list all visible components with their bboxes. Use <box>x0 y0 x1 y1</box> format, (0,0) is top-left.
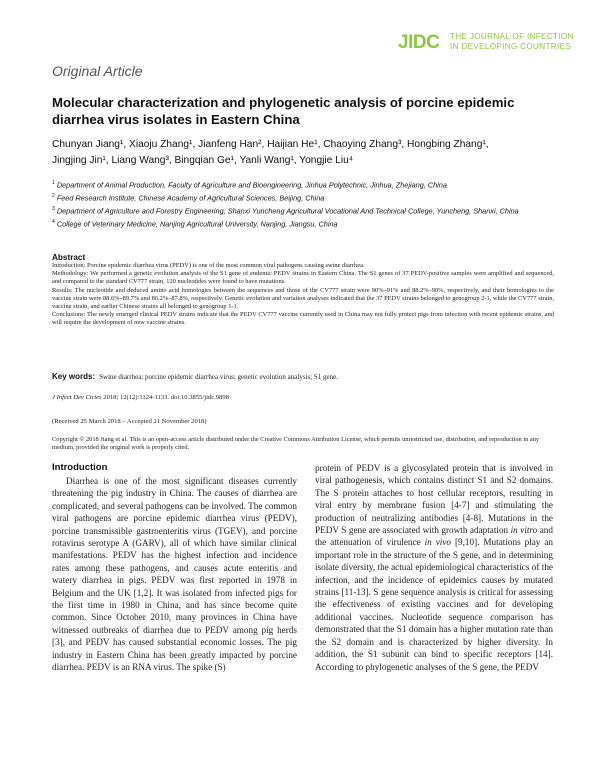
citation <box>52 394 552 401</box>
intro-text-part-3: [9,10]. Mutations play an important role in the structure of the S gene, and in determining isolate diversity, the actual epidemiological characteristics of the infection, and the incidence of epidemics causes by mutated strains [11-13]. S gene sequence analysis is critical for assessing the effectiveness of existing vaccines and for developing additional vaccines. Nucleotide sequence comparison has demonstrated that the S1 domain has a higher mutation rate than the S2 domain and is characterized by higher diversity. In addition, the S1 subunit can bind to specific receptors [14]. According to phylogenetic analyses of the S gene, the PEDV <box>315 537 553 672</box>
affiliation-number: 1 <box>52 180 55 186</box>
affiliation-number: 4 <box>52 219 55 226</box>
affiliation-4 <box>52 217 552 230</box>
abstract-section <box>52 253 554 328</box>
affiliation-number: 2 <box>52 193 55 200</box>
abstract-introduction: Introduction: Porcine epidemic diarrhea virus (PEDV) is one of the most common viral pathogens causing swine diarrhea. <box>52 262 365 269</box>
affiliation-1 <box>52 178 552 191</box>
in-vivo-term: in vivo <box>424 537 452 548</box>
jidc-logo-mark: JIDC <box>398 32 440 53</box>
keywords-text: Swine diarrhea; porcine epidemic diarrhea virus; genetic evolution analysis; S1 gene. <box>99 373 339 381</box>
article-title: Molecular characterization and phylogenetic analysis of porcine epidemic diarrhea virus isolates in Eastern China <box>52 95 515 127</box>
in-vitro-term: in vitro <box>510 525 538 536</box>
journal-logo <box>398 30 574 56</box>
affiliation-3 <box>52 204 552 217</box>
intro-text-part-2: and the attenuation of virulence <box>315 525 553 548</box>
citation-details: 2018; 12(12):1124-1133. doi:10.3855/jidc.9898 <box>101 394 229 401</box>
affiliation-text: Department of Animal Production, Faculty of Agriculture and Bioengineering, Jinhua Polytechnic, Jinhua, Zhejiang, China <box>56 180 447 190</box>
authors-line-2: Jingjing Jin¹, Liang Wang³, Bingqian Ge¹, Yanli Wang¹, Yongjie Liu⁴ <box>52 155 354 166</box>
article-type: Original Article <box>52 63 143 79</box>
affiliation-2 <box>52 191 552 204</box>
body-column-left <box>52 462 297 674</box>
introduction-paragraph-continued <box>315 462 553 673</box>
journal-name-line2: IN DEVELOPING COUNTRIES <box>450 42 572 51</box>
affiliation-text: Feed Research Institute, Chinese Academy of Agricultural Sciences, Beijing, China <box>56 193 325 203</box>
affiliations <box>52 178 552 230</box>
abstract-methodology: Methodology: We performed a genetic evolution analysis of the S1 gene of endemic PEDV strains in Eastern China. The S1 genes of 37 PEDV-positive samples were amplified and sequenced, and compared to the standard CV777 strain, 120 nucleotides were found to have mutations. <box>52 270 554 286</box>
received-accepted-dates: (Received 25 March 2018 – Accepted 21 November 2018) <box>52 418 207 425</box>
abstract-heading: Abstract <box>52 253 86 262</box>
author-list <box>52 137 552 169</box>
abstract-results: Results: The nucleotide and deduced amino acid homologies between the sequences and those of the CV777 strain were 90%–91% and 88.2%–90%, respectively, and their homologies to the vaccine strain were 88.6%–89.7% and 86.2%–87.8%, respectively. Genetic evolution and variation analyses indicated that the 37 PEDV strains belonged to genogroup 2-1, while the CV777 strain, vaccine strain, and earlier Chinese strains all belonged to genogroup 1-1. <box>52 286 554 311</box>
introduction-paragraph: Diarrhea is one of the most significant diseases currently threatening the pig industry in China. The causes of diarrhea are complicated, and several pathogens can be involved. The common viral pathogens are porcine epidemic diarrhea virus (PEDV), porcine transmissible gastroenteritis virus (TGEV), and porcine rotavirus serotype A (GARV), all of which have similar clinical manifestations. PEDV has the highest infection and incidence rates among these pathogens, and causes acute enteritis and watery diarrhea in pigs. PEDV was first reported in 1978 in Belgium and the UK [1,2]. It was isolated from infected pigs for the first time in 1980 in China, and has since become quite common. Since October 2010, many provinces in China have witnessed outbreaks of diarrhea due to PEDV among pig herds [3], and PEDV has caused substantial economic losses. The pig industry in Eastern China has been greatly impacted by porcine diarrhea. PEDV is an RNA virus. The spike (S) <box>52 476 297 673</box>
journal-abbreviation: J Infect Dev Ctries <box>52 394 102 401</box>
authors-line-1: Chunyan Jiang¹, Xiaoju Zhang¹, Jianfeng Han², Haijian He¹, Chaoying Zhang³, Hongbing Zhang¹, <box>52 139 489 150</box>
body-column-right <box>315 462 553 673</box>
keywords <box>52 372 552 381</box>
affiliation-text: College of Veterinary Medicine, Nanjing Agricultural University, Nanjing, Jiangsu, China <box>56 219 338 229</box>
journal-name <box>450 32 574 52</box>
keywords-label: Key words: <box>52 372 96 381</box>
copyright-notice: Copyright © 2018 Jiang et al. This is an open-access article distributed under the Creative Commons Attribution License, which permits unrestricted use, distribution, and reproduction in any medium, provided the original work is properly cited. <box>52 436 540 452</box>
introduction-heading: Introduction <box>52 462 108 473</box>
abstract-body <box>52 262 554 328</box>
journal-name-line1: THE JOURNAL OF INFECTION <box>450 32 574 41</box>
affiliation-text: Department of Agriculture and Forestry Engineering, Shanxi Yuncheng Agricultural Vocational And Technical College, Yuncheng, Shanxi, China <box>56 206 519 216</box>
intro-text-part-1: protein of PEDV is a glycosylated protein that is involved in viral pathogenesis, which contains distinct S1 and S2 domains. The S protein attaches to host cellular receptors, resulting in viral entry by membrane fusion [4-7] and stimulating the production of neutralizing antibodies [4-8]. Mutations in the PEDV S gene are associated with growth adaptation <box>315 463 553 536</box>
abstract-conclusions: Conclusions: The newly emerged clinical PEDV strains indicate that the PEDV CV777 vaccine currently used in China may not fully protect pigs from infection with recent epidemic strains, and will require the development of new vaccine strains. <box>52 311 554 327</box>
affiliation-number: 3 <box>52 206 55 213</box>
